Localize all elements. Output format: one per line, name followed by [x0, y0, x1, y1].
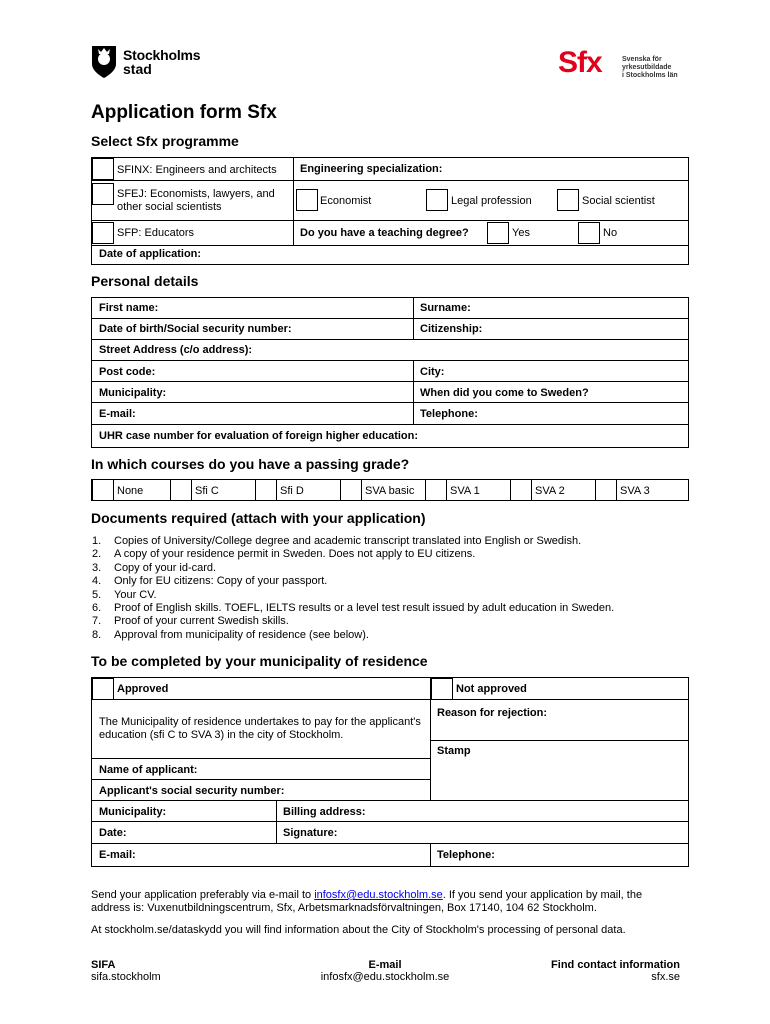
list-item: 7. Proof of your current Swedish skills.	[92, 615, 289, 628]
course-none-label: None	[117, 485, 144, 497]
course-sva1-checkbox[interactable]	[425, 479, 447, 501]
footer-sifa-title: SIFA	[91, 959, 116, 971]
came-to-sweden-label: When did you come to Sweden?	[420, 387, 589, 399]
dob-label: Date of birth/Social security number:	[99, 323, 292, 335]
street-label: Street Address (c/o address):	[99, 344, 253, 356]
course-sva2-checkbox[interactable]	[510, 479, 532, 501]
sfx-tagline-line3: i Stockholms län	[622, 72, 678, 79]
list-item: 1. Copies of University/College degree and academic transcript translated into English or Swedish.	[92, 535, 582, 547]
economist-label: Economist	[320, 195, 372, 207]
courses-heading: In which courses do you have a passing grade?	[91, 456, 410, 472]
municipality-heading: To be completed by your municipality of residence	[91, 653, 428, 669]
org-name-line2: stad	[123, 61, 152, 77]
city-label: City:	[420, 366, 445, 378]
send-email-link[interactable]: infosfx@edu.stockholm.se	[314, 889, 443, 901]
footer-email-value: infosfx@edu.stockholm.se	[320, 971, 450, 983]
course-sfi-d-checkbox[interactable]	[255, 479, 277, 501]
eng-spec-label: Engineering specialization:	[300, 163, 443, 175]
course-sfi-d-label: Sfi D	[280, 485, 304, 497]
org-name-line1: Stockholms	[123, 47, 201, 63]
mun-telephone-label: Telephone:	[437, 849, 495, 861]
social-scientist-checkbox[interactable]	[557, 189, 579, 211]
list-item: 8. Approval from municipality of residence (see below).	[92, 628, 369, 641]
mun-date-label: Date:	[99, 827, 127, 839]
course-sva-basic-label: SVA basic	[365, 485, 415, 497]
course-sfi-c-checkbox[interactable]	[170, 479, 192, 501]
teaching-yes-label: Yes	[512, 227, 530, 239]
teaching-question: Do you have a teaching degree?	[300, 227, 469, 239]
sfx-tagline-line2: yrkesutbildade	[622, 64, 672, 71]
documents-heading: Documents required (attach with your application)	[91, 510, 426, 526]
legal-checkbox[interactable]	[426, 189, 448, 211]
teaching-no-checkbox[interactable]	[578, 222, 600, 244]
list-item: 2. A copy of your residence permit in Sweden. Does not apply to EU citizens.	[92, 548, 476, 561]
sfinx-label: SFINX: Engineers and architects	[117, 164, 277, 176]
post-code-label: Post code:	[99, 366, 156, 378]
sfx-logo	[558, 46, 688, 82]
course-sva-basic-checkbox[interactable]	[340, 479, 362, 501]
social-scientist-label: Social scientist	[582, 195, 655, 207]
list-item: 6. Proof of English skills. TOEFL, IELTS results or a level test result issued by adult education in Sweden.	[92, 602, 615, 615]
send-instructions: Send your application preferably via e-mail to infosfx@edu.stockholm.se. If you send your application by mail, the address is: Vuxenutbildningscentrum, Sfx, Arbetsmarknadsförvaltningen, Box 17140, 104 62 Stockholm.	[91, 889, 643, 914]
list-item: 4. Only for EU citizens: Copy of your passport.	[92, 575, 328, 588]
personal-table	[91, 297, 689, 448]
not-approved-label: Not approved	[456, 683, 527, 695]
telephone-label: Telephone:	[420, 408, 478, 420]
footer-contact-value: sfx.se	[651, 971, 680, 983]
sfx-tagline-line1: Svenska för	[622, 56, 662, 63]
footer-email-title: E-mail	[368, 959, 402, 971]
date-of-application-label: Date of application:	[99, 248, 202, 260]
stamp-label: Stamp	[437, 745, 471, 757]
name-of-applicant-label: Name of applicant:	[99, 764, 198, 776]
sfp-checkbox[interactable]	[92, 222, 114, 244]
not-approved-checkbox[interactable]	[431, 678, 453, 700]
list-item: 5. Your CV.	[92, 588, 157, 601]
list-item: 3. Copy of your id-card.	[92, 561, 217, 574]
page-title: Application form Sfx	[91, 102, 277, 123]
course-sva3-label: SVA 3	[620, 485, 650, 497]
approved-checkbox[interactable]	[92, 678, 114, 700]
citizenship-label: Citizenship:	[420, 323, 483, 335]
surname-label: Surname:	[420, 302, 471, 314]
signature-label: Signature:	[283, 827, 338, 839]
sfej-checkbox[interactable]	[92, 183, 114, 205]
municipality-label: Municipality:	[99, 387, 167, 399]
mun-municipality-label: Municipality:	[99, 806, 167, 818]
privacy-text: At stockholm.se/dataskydd you will find information about the City of Stockholm's processing of personal data.	[91, 924, 626, 936]
sfinx-checkbox[interactable]	[92, 158, 114, 180]
sfp-label: SFP: Educators	[117, 227, 195, 239]
sfx-logo-text: Sfx	[558, 46, 602, 79]
reason-label: Reason for rejection:	[437, 707, 548, 719]
footer-sifa-value: sifa.stockholm	[91, 971, 161, 983]
legal-label: Legal profession	[451, 195, 532, 207]
course-sva2-label: SVA 2	[535, 485, 565, 497]
documents-list	[92, 535, 614, 642]
address-line: address is: Vuxenutbildningscentrum, Sfx, Arbetsmarknadsförvaltningen, Box 17140, 104 62 Stockholm.	[91, 902, 597, 914]
city-crest-icon	[90, 44, 118, 80]
mun-email-label: E-mail:	[99, 849, 136, 861]
email-label: E-mail:	[99, 408, 136, 420]
sfej-label: SFEJ: Economists, lawyers, and other social scientists	[117, 188, 275, 213]
course-none-checkbox[interactable]	[92, 479, 114, 501]
programme-heading: Select Sfx programme	[91, 133, 239, 149]
course-sva3-checkbox[interactable]	[595, 479, 617, 501]
first-name-label: First name:	[99, 302, 159, 314]
billing-label: Billing address:	[283, 806, 366, 818]
approved-label: Approved	[117, 683, 169, 695]
economist-checkbox[interactable]	[296, 189, 318, 211]
applicant-ssn-label: Applicant's social security number:	[99, 785, 285, 797]
footer-contact-title: Find contact information	[551, 959, 680, 971]
stockholm-logo	[90, 44, 200, 80]
undertaking-text: The Municipality of residence undertakes to pay for the applicant's education (sfi C to SVA 3) in the city of Stockholm.	[99, 716, 421, 741]
personal-heading: Personal details	[91, 273, 199, 289]
teaching-yes-checkbox[interactable]	[487, 222, 509, 244]
course-sfi-c-label: Sfi C	[195, 485, 219, 497]
course-sva1-label: SVA 1	[450, 485, 480, 497]
uhr-label: UHR case number for evaluation of foreign higher education:	[99, 430, 419, 442]
teaching-no-label: No	[603, 227, 618, 239]
